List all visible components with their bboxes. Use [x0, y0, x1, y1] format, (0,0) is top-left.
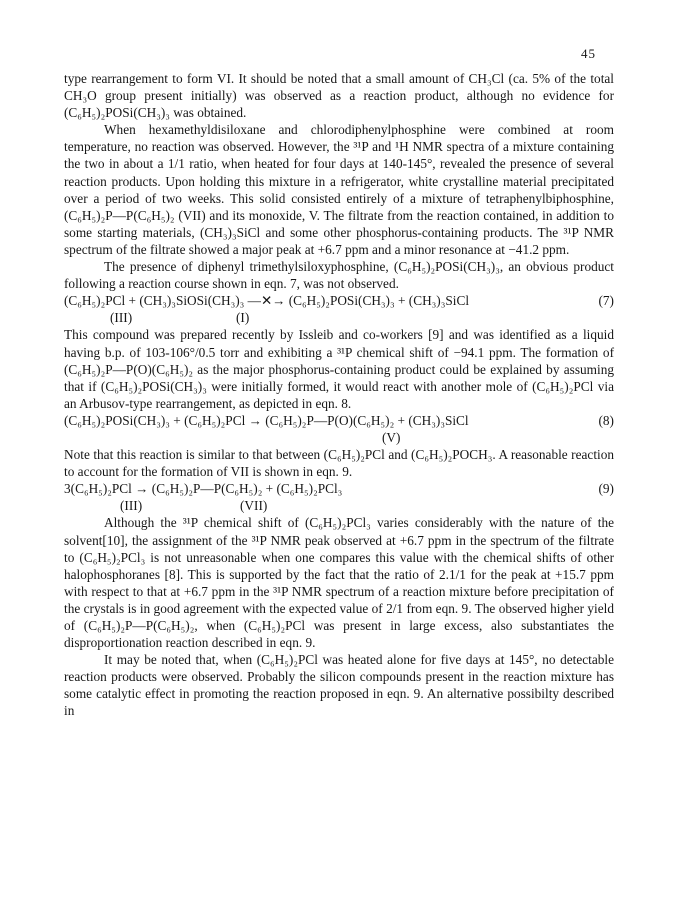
equation-body: (C₆H₅)₂PCl + (CH₃)₃SiOSi(CH₃)₃ —✕→ (C₆H₅)₂POSi(CH₃)₃ + (CH₃)₃SiCl [64, 293, 470, 309]
equation-8 [64, 412, 614, 429]
paragraph: Although the ³¹P chemical shift of (C₆H₅)₂PCl₃ varies considerably with the nature of the solvent[10], the assignment of the ³¹P NMR peak observed at +6.7 ppm in the spectrum of the filtrate to (C₆H₅)₂PCl₃ is not unreasonable when one compares this value with the chemical shifts of other halophosphoranes [8]. This is supported by the fact that the ratio of 2.1/1 for the peak at +15.7 ppm with respect to that at +6.7 ppm in the ³¹P NMR spectrum of a reaction mixture before precipitation of the crystals is in good agreement with the expected value of 2/1 from eqn. 9. The observed higher yield of (C₆H₅)₂P—P(C₆H₅)₂, when (C₆H₅)₂PCl was present in large excess, also substantiates the disproportionation reaction described in eqn. 9. [64, 515, 614, 651]
paragraph: type rearrangement to form VI. It should be noted that a small amount of CH₃Cl (ca. 5% of the total CH₃O group present initially) was observed as a reaction product, although no evidence for (C₆H₅)₂POSi(CH₃)₃ was obtained. [64, 71, 614, 121]
compound-labels [64, 429, 614, 446]
compound-label: (III) [110, 310, 133, 326]
compound-labels [64, 309, 614, 326]
equation-number: (7) [598, 293, 614, 309]
paragraph: Note that this reaction is similar to that between (C₆H₅)₂PCl and (C₆H₅)₂POCH₃. A reasonable reaction to account for the formation of VII is shown in eqn. 9. [64, 447, 614, 480]
page-number: 45 [581, 46, 596, 61]
article-text [64, 70, 614, 720]
compound-label: (V) [382, 429, 401, 445]
paragraph: When hexamethyldisiloxane and chlorodiphenylphosphine were combined at room temperature, no reaction was observed. However, the ³¹P and ¹H NMR spectra of a mixture containing the two in about a 1/1 ratio, when heated for four days at 140-145°, revealed the presence of several reaction products. Upon holding this mixture in a refrigerator, white crystalline material precipitated over a period of two weeks. This solid consisted entirely of a mixture of tetraphenylbiphosphine, (C₆H₅)₂P—P(C₆H₅)₂ (VII) and its monoxide, V. The filtrate from the reaction contained, in addition to some starting materials, (CH₃)₃SiCl and some other phosphorus-containing products. The ³¹P NMR spectrum of the filtrate showed a major peak at +6.7 ppm and a minor resonance at −41.2 ppm. [64, 122, 614, 257]
equation-7 [64, 292, 614, 309]
compound-label: (I) [236, 310, 250, 326]
equation-number: (8) [598, 412, 614, 428]
equation-number: (9) [598, 481, 614, 497]
compound-label: (III) [120, 498, 143, 514]
paragraph: This compound was prepared recently by Issleib and co-workers [9] and was identified as a liquid having b.p. of 103-106°/0.5 torr and exhibiting a ³¹P chemical shift of −94.1 ppm. The formation of (C₆H₅)₂P—P(O)(C₆H₅)₂ as the major phosphorus-containing product could be explained by assuming that if (C₆H₅)₂POSi(CH₃)₃ were initially formed, it would react with another mole of (C₆H₅)₂PCl via an Arbusov-type rearrangement, as depicted in eqn. 8. [64, 327, 614, 411]
compound-label: (VII) [240, 498, 268, 514]
paragraph: It may be noted that, when (C₆H₅)₂PCl was heated alone for five days at 145°, no detectable reaction products were observed. Probably the silicon compounds present in the reaction mixture has some catalytic effect in promoting the reaction proposed in eqn. 9. An alternative possibilty described in [64, 652, 614, 719]
equation-body: (C₆H₅)₂POSi(CH₃)₃ + (C₆H₅)₂PCl → (C₆H₅)₂P—P(O)(C₆H₅)₂ + (CH₃)₃SiCl [64, 412, 469, 428]
equation-9 [64, 480, 614, 497]
compound-labels [64, 497, 614, 514]
equation-body: 3(C₆H₅)₂PCl → (C₆H₅)₂P—P(C₆H₅)₂ + (C₆H₅)₂PCl₃ [64, 481, 343, 497]
paragraph: The presence of diphenyl trimethylsiloxyphosphine, (C₆H₅)₂POSi(CH₃)₃, an obvious product following a reaction course shown in eqn. 7, was not observed. [64, 259, 614, 292]
